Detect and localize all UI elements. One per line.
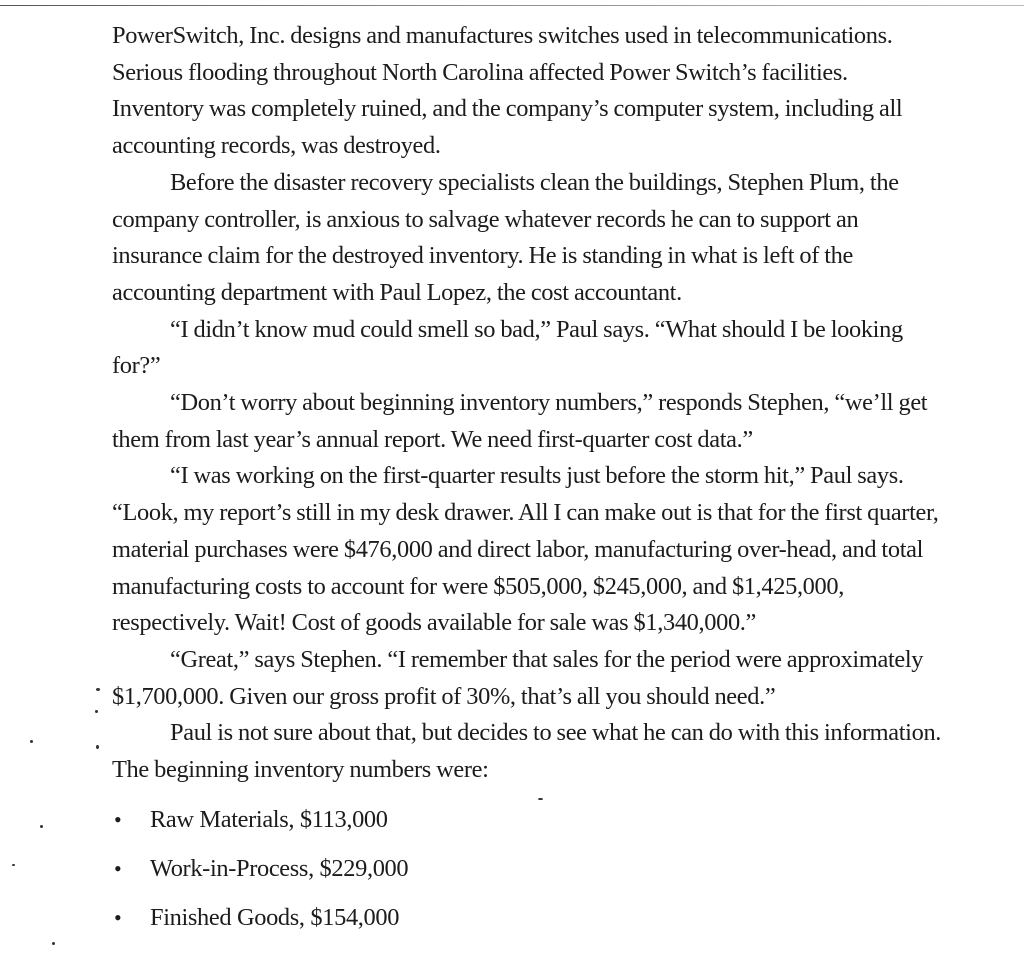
scan-speck [96, 688, 100, 691]
scan-speck [30, 740, 33, 743]
paragraph-beginning-inventory: “Don’t worry about beginning inventory numbers,” responds Stephen, “we’ll get them from last year’s annual report. We need first-quarter cost data.” [112, 389, 928, 453]
scan-speck [538, 798, 543, 800]
scan-speck [12, 864, 15, 866]
scan-speck [95, 710, 98, 713]
paragraph-stephen-plum: Before the disaster recovery specialists clean the buildings, Stephen Plum, the company controller, is anxious to salvage whatever records he can to support an insurance claim for the destroyed inventory. He is standing in what is left of the accounting department with Paul Lopez, the cost accountant. [112, 168, 899, 306]
paragraph-paul-mud: “I didn’t know mud could smell so bad,” Paul says. “What should I be looking for?” [112, 315, 903, 380]
scan-speck [40, 825, 43, 828]
inventory-list [112, 795, 408, 942]
list-item-finished-goods: • Finished Goods, $154,000 [112, 893, 408, 942]
paragraph-sales: “Great,” says Stephen. “I remember that sales for the period were approximately $1,700,000. Given our gross profit of 30%, that’s all you should need.” [112, 645, 924, 710]
paragraph-information: Paul is not sure about that, but decides to see what he can do with this information. The beginning inventory numbers were: [112, 719, 942, 784]
paragraph-first-quarter: “I was working on the first-quarter results just before the storm hit,” Paul says. “Look, my report’s still in my desk drawer. All I can make out is that for the first quarter, material purchases were $476,000 and direct labor, manufacturing over-head, and total manufacturing costs to account for were $505,000, $245,000, and $1,425,000, respectively. Wait! Cost of goods available for sale was $1,340,000.” [112, 462, 939, 637]
paragraph-intro: PowerSwitch, Inc. designs and manufactures switches used in telecommunications. Serious flooding throughout North Carolina affected Power Switch’s facilities. Inventory was completely ruined, and the company’s computer system, including all accounting records, was destroyed. [112, 22, 903, 160]
scan-speck [96, 745, 99, 749]
list-item-raw-materials: • Raw Materials, $113,000 [112, 795, 408, 844]
scan-speck [52, 942, 55, 945]
scan-edge-line [0, 5, 1024, 6]
list-item-work-in-process: • Work-in-Process, $229,000 [112, 844, 408, 893]
case-text [112, 18, 942, 789]
